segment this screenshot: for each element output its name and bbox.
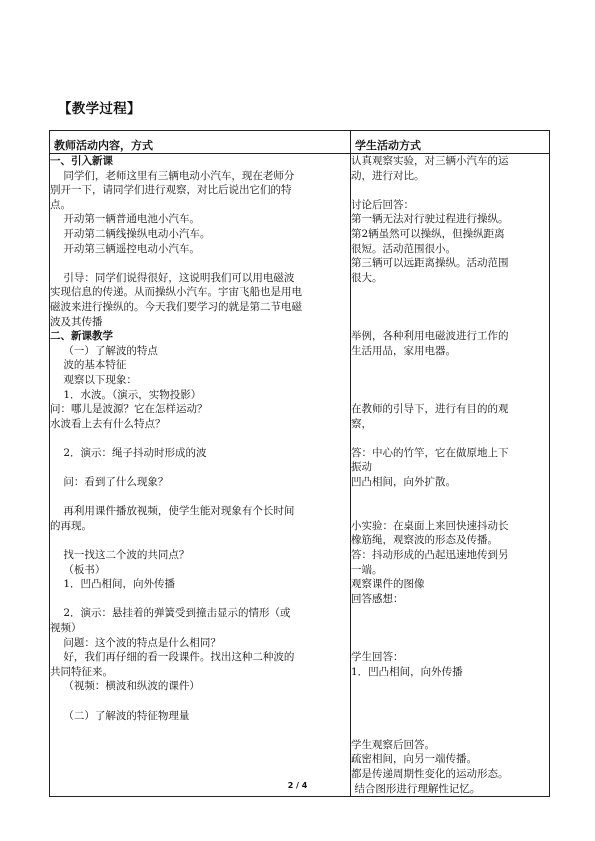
student-line: 振动 [351,461,372,474]
student-line: 结合图形进行理解性记忆。 [351,782,481,795]
teacher-line: 1．水波。（演示，实物投影） [50,388,202,401]
teacher-line: 问：哪儿是波源？它在怎样运动？ [50,403,208,416]
student-line [351,315,549,330]
table-header-row [50,131,550,154]
student-line: 都是传递周期性变化的运动形态。 [351,767,509,780]
student-line [351,183,549,198]
student-line: 第2辆虽然可以操纵，但操纵距离 [351,227,505,240]
student-line [351,285,549,300]
teacher-line: 好，我们再仔细的看一段课件。找出这种二种波的 [50,651,295,664]
teacher-line: 找一找这二个波的共同点？ [50,549,190,562]
student-line: 察， [351,417,372,430]
student-line: 观察课件的图像 [351,578,425,591]
student-line: 答：中心的竹竿，它在做原地上下 [351,446,509,459]
page-number: 2 / 4 [287,781,308,790]
teacher-line: 开动第二辆线操纵电动小汽车。 [50,227,211,240]
teacher-line [50,460,350,475]
teacher-line: 问题：这个波的特点是什么相同？ [50,636,221,649]
teacher-line: 2．演示：绳子抖动时形成的波 [50,446,207,459]
lesson-table [49,130,550,797]
teacher-activity-cell [50,154,351,797]
student-line: 学生回答： [351,651,404,664]
teacher-line: 别开一下，请同学们进行观察，对比后说出它们的特 [50,184,292,197]
student-line: 疏密相间，向另一端传播。 [351,753,477,766]
teacher-line: 开动第三辆遥控电动小汽车。 [50,242,200,255]
student-line [351,431,549,446]
teacher-line: 同学们，老师这里有三辆电动小汽车，现在老师分 [50,169,295,182]
teacher-line [50,533,350,548]
teacher-line [50,431,350,446]
student-line [351,300,549,315]
student-line [351,388,549,403]
teacher-line: 一、引入新课 [50,155,113,167]
student-line [351,694,549,709]
student-line: 很大。 [351,271,383,284]
section-title: 【教学过程】 [58,101,141,117]
teacher-line: 共同特征来。 [50,665,113,678]
teacher-activity-text [50,154,350,723]
student-line: 凹凸相间，向外扩散。 [351,476,456,489]
student-line: 回答感想： [351,592,404,605]
student-line [351,679,549,694]
student-line [351,373,549,388]
teacher-line: 开动第一辆普通电池小汽车。 [50,213,200,226]
student-line: 很短。活动范围很小。 [351,242,456,255]
student-activity-cell [351,154,550,797]
student-line: 答：抖动形成的凸起迅速地传到另 [351,549,509,562]
teacher-line: 问：看到了什么现象？ [50,476,169,489]
student-line: 讨论后回答： [351,198,414,211]
teacher-line: 波及其传播 [50,315,103,328]
teacher-line [50,490,350,505]
student-line: 第三辆可以远距离操纵。活动范围 [351,257,509,270]
student-activity-text [351,154,549,796]
teacher-line: 再利用课件播放视频，使学生能对现象有个长时间 [50,505,295,518]
student-line: 在教师的引导下，进行有目的的观 [351,403,509,416]
teacher-line: 1．凹凸相间，向外传播 [50,578,176,591]
teacher-line [50,592,350,607]
student-line: 1．凹凸相间，向外传播 [351,665,463,678]
student-line: 第一辆无法对行驶过程进行操纵。 [351,213,509,226]
teacher-line: 视频） [50,622,82,634]
teacher-line: 磁波来进行操纵的。今天我们要学习的就是第二节电磁 [50,300,302,313]
teacher-line [50,694,350,709]
student-line [351,723,549,738]
header-student: 学生活动方式 [351,131,550,154]
student-line [351,504,549,519]
student-line [351,490,549,505]
teacher-line: 点。 [50,198,71,211]
student-line [351,621,549,636]
teacher-line: （板书） [50,563,106,576]
table-body-row [50,154,550,797]
student-line: 一端。 [351,563,383,576]
teacher-line: （视频：横波和纵波的课件） [50,680,200,693]
teacher-line: 观察以下现象： [50,373,137,386]
teacher-line: 引导：同学们说得很好，这说明我们可以用电磁波 [50,271,295,284]
teacher-line: 的再现。 [50,519,92,532]
student-line: 认真观察实验，对三辆小汽车的运 [351,155,509,167]
teacher-line: 水波看上去有什么特点？ [50,417,166,430]
teacher-line: 波的基本特征 [50,359,127,372]
teacher-line: 实现信息的传递。从而操纵小汽车。宇宙飞船也是用电 [50,286,302,299]
student-line: 动，进行对比。 [351,169,425,182]
student-line [351,358,549,373]
teacher-line: 二、新课教学 [50,330,113,343]
student-line [351,636,549,651]
header-teacher: 教师活动内容，方式 [50,131,351,154]
teacher-line: （一）了解波的特点 [50,344,158,357]
student-line [351,606,549,621]
student-line: 学生观察后回答。 [351,738,435,751]
teacher-line: 2．演示：悬挂着的弹簧受到撞击显示的情形（或 [50,607,291,620]
student-line: 小实验：在桌面上来回快速抖动长 [351,519,509,532]
student-line: 举例，各种利用电磁波进行工作的 [351,330,509,343]
student-line: 生活用品，家用电器。 [351,344,456,357]
student-line: 橡筋绳，观察波的形态及传播。 [351,534,498,547]
student-line [351,709,549,724]
teacher-line [50,256,350,271]
teacher-line: （二）了解波的特征物理量 [50,709,190,722]
